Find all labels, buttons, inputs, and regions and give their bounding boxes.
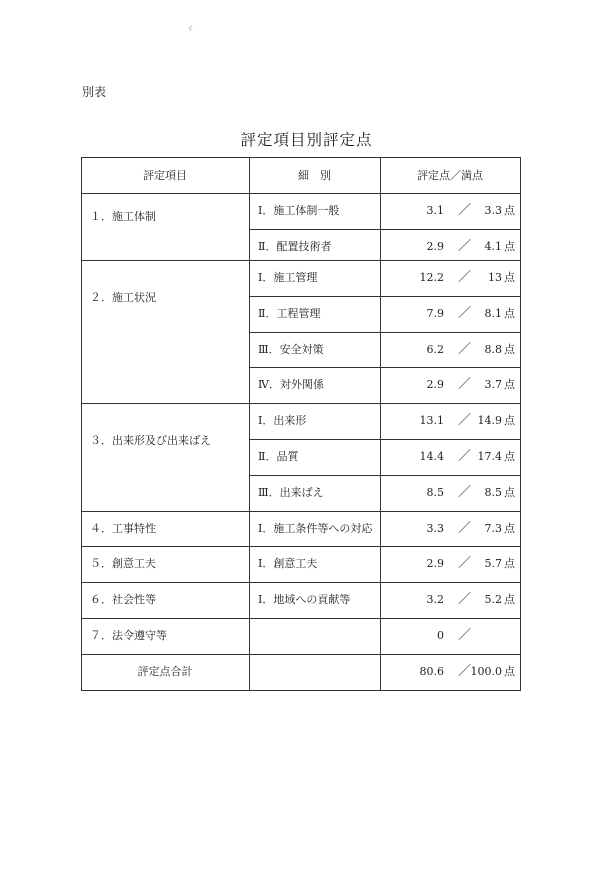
total-divider [81,654,520,655]
total-max: 100.0 [470,665,502,678]
max-value: 3.7 [484,378,502,391]
score-separator: ／ [458,664,472,679]
score-value: 3.3 [426,522,444,535]
detail-label: Ⅲ．出来ばえ [258,486,324,499]
score-separator: ／ [458,270,472,285]
attachment-label: 別表 [82,85,107,99]
unit-label: 点 [504,450,515,463]
detail-label: Ⅰ．施工体制一般 [258,204,340,217]
table-border-right [520,157,521,691]
category-label: ４．工事特性 [90,522,156,535]
max-value: 13 [488,271,502,284]
score-separator: ／ [458,592,472,607]
unit-label: 点 [504,414,515,427]
score-value: 3.2 [426,593,444,606]
score-separator: ／ [458,485,472,500]
unit-label: 点 [504,204,515,217]
total-score: 80.6 [419,665,444,678]
max-value: 8.1 [484,307,502,320]
table-border-bottom [81,690,520,691]
score-separator: ／ [458,556,472,571]
score-separator: ／ [458,306,472,321]
score-value: 7.9 [426,307,444,320]
table-border-left [81,157,82,690]
score-separator: ／ [458,628,472,643]
unit-label: 点 [504,307,515,320]
detail-label: Ⅱ．品質 [258,450,299,463]
detail-label: Ⅲ．安全対策 [258,343,324,356]
row-divider [249,260,520,261]
score-value: 12.2 [419,271,444,284]
header-item: 評定項目 [143,169,187,182]
detail-label: Ⅰ．施工条件等への対応 [258,522,373,535]
header-detail: 細 別 [298,169,331,182]
group-divider [81,582,249,583]
max-value: 5.2 [484,593,502,606]
row-divider [249,332,520,333]
score-separator: ／ [458,413,472,428]
max-value: 14.9 [477,414,502,427]
group-divider [81,260,249,261]
row-divider [249,367,520,368]
header-score: 評定点／満点 [417,169,483,182]
score-value: 3.1 [426,204,444,217]
score-value: 14.4 [419,450,444,463]
score-value: 6.2 [426,343,444,356]
total-label: 評定点合計 [137,665,193,678]
page-title: 評定項目別評定点 [240,131,373,149]
detail-label: Ⅰ．地域への貢献等 [258,593,351,606]
score-separator: ／ [458,203,472,218]
detail-label: Ⅱ．工程管理 [258,307,321,320]
unit-label: 点 [504,343,515,356]
detail-label: Ⅰ．施工管理 [258,271,318,284]
detail-label: Ⅱ．配置技術者 [258,240,332,253]
table-border-top [81,157,520,158]
row-divider [249,296,520,297]
score-value: 8.5 [426,486,444,499]
max-value: 17.4 [477,450,502,463]
category-label: ６．社会性等 [90,593,156,606]
category-label: １．施工体制 [90,210,156,223]
score-value: 2.9 [426,557,444,570]
score-value: 2.9 [426,240,444,253]
score-value: 2.9 [426,378,444,391]
score-separator: ／ [458,449,472,464]
score-separator: ／ [458,377,472,392]
group-divider [81,546,249,547]
row-divider [249,582,520,583]
row-divider [249,511,520,512]
row-divider [249,618,520,619]
detail-label: Ⅰ．出来形 [258,414,307,427]
row-divider [249,229,520,230]
unit-label: 点 [504,271,515,284]
row-divider [249,475,520,476]
max-value: 7.3 [484,522,502,535]
score-separator: ／ [458,342,472,357]
category-label: ５．創意工夫 [90,557,156,570]
detail-label: Ⅳ．対外関係 [258,378,324,391]
category-label: ３．出来形及び出来ばえ [90,434,211,447]
total-unit: 点 [504,665,515,678]
unit-label: 点 [504,593,515,606]
unit-label: 点 [504,557,515,570]
max-value: 3.3 [484,204,502,217]
corner-mark: ヾ [185,25,195,35]
unit-label: 点 [504,240,515,253]
unit-label: 点 [504,522,515,535]
unit-label: 点 [504,378,515,391]
group-divider [81,618,249,619]
group-divider [81,403,249,404]
max-value: 8.8 [484,343,502,356]
detail-label: Ⅰ．創意工夫 [258,557,318,570]
max-value: 4.1 [484,240,502,253]
score-value: 0 [437,629,444,642]
column-divider [249,157,250,690]
score-separator: ／ [458,521,472,536]
row-divider [249,546,520,547]
category-label: ２．施工状況 [90,291,156,304]
row-divider [249,403,520,404]
max-value: 5.7 [484,557,502,570]
score-separator: ／ [458,239,472,254]
row-divider [249,439,520,440]
category-label: ７．法令遵守等 [90,629,167,642]
unit-label: 点 [504,486,515,499]
score-value: 13.1 [419,414,444,427]
max-value: 8.5 [484,486,502,499]
header-divider [81,193,520,194]
group-divider [81,511,249,512]
